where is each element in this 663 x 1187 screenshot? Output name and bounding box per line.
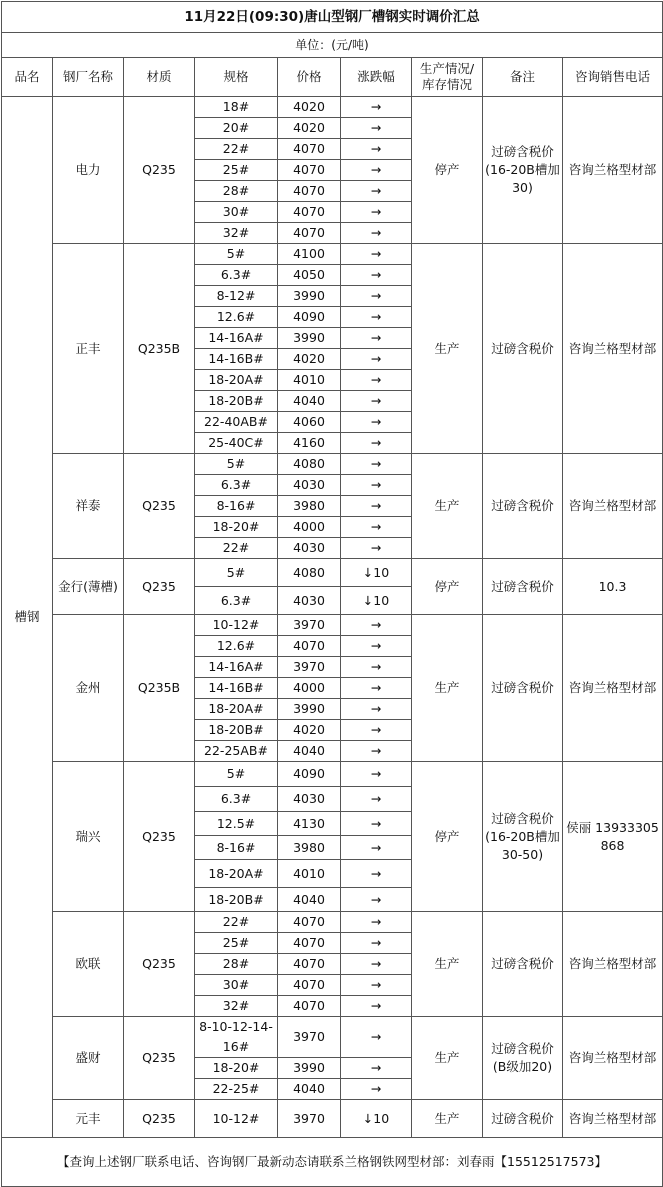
status-cell: 生产 — [412, 1100, 483, 1138]
price-cell: 4070 — [278, 202, 341, 223]
status-cell: 停产 — [412, 559, 483, 615]
spec-cell: 6.3# — [195, 787, 278, 812]
change-cell: → — [341, 538, 412, 559]
spec-cell: 25-40C# — [195, 433, 278, 454]
price-cell: 3970 — [278, 615, 341, 636]
change-cell: → — [341, 412, 412, 433]
spec-cell: 12.6# — [195, 636, 278, 657]
change-cell: → — [341, 720, 412, 741]
mill-cell: 瑞兴 — [53, 762, 124, 912]
spec-cell: 18-20B# — [195, 720, 278, 741]
product-cell: 槽钢 — [2, 97, 53, 1138]
change-cell: → — [341, 160, 412, 181]
price-cell: 4070 — [278, 912, 341, 933]
material-cell: Q235 — [124, 762, 195, 912]
spec-cell: 14-16A# — [195, 657, 278, 678]
price-cell: 4000 — [278, 517, 341, 538]
note-cell: 过磅含税价 — [483, 615, 563, 762]
spec-cell: 12.6# — [195, 307, 278, 328]
change-cell: → — [341, 286, 412, 307]
spec-cell: 32# — [195, 996, 278, 1017]
change-cell: → — [341, 954, 412, 975]
mill-cell: 盛财 — [53, 1017, 124, 1100]
contact-cell: 咨询兰格型材部 — [563, 244, 663, 454]
change-cell: → — [341, 1079, 412, 1100]
change-cell: → — [341, 391, 412, 412]
table-row — [2, 97, 663, 118]
price-cell: 4070 — [278, 933, 341, 954]
table-row — [2, 454, 663, 475]
contact-cell: 侯丽 13933305868 — [563, 762, 663, 912]
spec-cell: 5# — [195, 559, 278, 587]
price-cell: 4040 — [278, 741, 341, 762]
spec-cell: 10-12# — [195, 615, 278, 636]
spec-cell: 12.5# — [195, 812, 278, 836]
change-cell: → — [341, 996, 412, 1017]
change-cell: → — [341, 370, 412, 391]
spec-cell: 8-12# — [195, 286, 278, 307]
note-cell: 过磅含税价(16-20B槽加30) — [483, 97, 563, 244]
spec-cell: 5# — [195, 762, 278, 787]
table-row — [2, 559, 663, 587]
spec-cell: 25# — [195, 160, 278, 181]
price-cell: 4100 — [278, 244, 341, 265]
footer-note: 【查询上述钢厂联系电话、咨询钢厂最新动态请联系兰格钢铁网型材部：刘春雨【15512517573】 — [2, 1138, 663, 1187]
price-cell: 3970 — [278, 1017, 341, 1058]
price-cell: 4020 — [278, 720, 341, 741]
note-cell: 过磅含税价(B级加20) — [483, 1017, 563, 1100]
change-cell: → — [341, 202, 412, 223]
price-cell: 4060 — [278, 412, 341, 433]
spec-cell: 30# — [195, 202, 278, 223]
material-cell: Q235 — [124, 912, 195, 1017]
spec-cell: 14-16B# — [195, 349, 278, 370]
spec-cell: 20# — [195, 118, 278, 139]
price-cell: 4070 — [278, 996, 341, 1017]
spec-cell: 22# — [195, 139, 278, 160]
change-cell: → — [341, 475, 412, 496]
header-material: 材质 — [124, 58, 195, 97]
status-cell: 停产 — [412, 97, 483, 244]
spec-cell: 10-12# — [195, 1100, 278, 1138]
mill-cell: 欧联 — [53, 912, 124, 1017]
status-cell: 生产 — [412, 244, 483, 454]
change-cell: → — [341, 307, 412, 328]
spec-cell: 18-20B# — [195, 888, 278, 912]
change-cell: → — [341, 888, 412, 912]
note-cell: 过磅含税价 — [483, 244, 563, 454]
change-cell: → — [341, 118, 412, 139]
header-price: 价格 — [278, 58, 341, 97]
price-table — [1, 1, 663, 1187]
price-cell: 4040 — [278, 888, 341, 912]
spec-cell: 22-40AB# — [195, 412, 278, 433]
unit-label: 单位：(元/吨) — [2, 33, 663, 58]
header-contact: 咨询销售电话 — [563, 58, 663, 97]
spec-cell: 6.3# — [195, 265, 278, 286]
table-row — [2, 1100, 663, 1138]
price-cell: 4070 — [278, 223, 341, 244]
spec-cell: 8-10-12-14-16# — [195, 1017, 278, 1058]
table-row — [2, 762, 663, 787]
spec-cell: 22-25# — [195, 1079, 278, 1100]
material-cell: Q235B — [124, 615, 195, 762]
change-cell: → — [341, 454, 412, 475]
spec-cell: 32# — [195, 223, 278, 244]
change-cell: → — [341, 657, 412, 678]
spec-cell: 6.3# — [195, 475, 278, 496]
price-cell: 4080 — [278, 454, 341, 475]
price-cell: 4030 — [278, 538, 341, 559]
price-cell: 4070 — [278, 954, 341, 975]
change-cell: → — [341, 741, 412, 762]
price-cell: 4070 — [278, 975, 341, 996]
spec-cell: 18-20A# — [195, 860, 278, 888]
spec-cell: 28# — [195, 954, 278, 975]
price-cell: 4020 — [278, 118, 341, 139]
change-cell: ↓10 — [341, 559, 412, 587]
price-cell: 3990 — [278, 699, 341, 720]
contact-cell: 咨询兰格型材部 — [563, 615, 663, 762]
contact-cell: 10.3 — [563, 559, 663, 615]
contact-cell: 咨询兰格型材部 — [563, 97, 663, 244]
price-cell: 4050 — [278, 265, 341, 286]
spec-cell: 6.3# — [195, 587, 278, 615]
spec-cell: 14-16A# — [195, 328, 278, 349]
contact-cell: 咨询兰格型材部 — [563, 454, 663, 559]
price-cell: 4010 — [278, 370, 341, 391]
spec-cell: 30# — [195, 975, 278, 996]
contact-cell: 咨询兰格型材部 — [563, 1100, 663, 1138]
spec-cell: 22# — [195, 538, 278, 559]
price-cell: 4030 — [278, 475, 341, 496]
status-cell: 停产 — [412, 762, 483, 912]
price-cell: 4070 — [278, 181, 341, 202]
price-cell: 3970 — [278, 1100, 341, 1138]
price-cell: 4040 — [278, 1079, 341, 1100]
mill-cell: 电力 — [53, 97, 124, 244]
status-cell: 生产 — [412, 615, 483, 762]
change-cell: ↓10 — [341, 587, 412, 615]
change-cell: → — [341, 433, 412, 454]
spec-cell: 18-20# — [195, 517, 278, 538]
change-cell: → — [341, 860, 412, 888]
mill-cell: 祥泰 — [53, 454, 124, 559]
change-cell: → — [341, 699, 412, 720]
price-cell: 4040 — [278, 391, 341, 412]
spec-cell: 8-16# — [195, 496, 278, 517]
material-cell: Q235 — [124, 454, 195, 559]
spec-cell: 5# — [195, 244, 278, 265]
mill-cell: 元丰 — [53, 1100, 124, 1138]
header-spec: 规格 — [195, 58, 278, 97]
spec-cell: 28# — [195, 181, 278, 202]
mill-cell: 正丰 — [53, 244, 124, 454]
status-cell: 生产 — [412, 912, 483, 1017]
table-row — [2, 615, 663, 636]
price-cell: 4090 — [278, 762, 341, 787]
change-cell: → — [341, 636, 412, 657]
price-cell: 4030 — [278, 587, 341, 615]
note-cell: 过磅含税价 — [483, 559, 563, 615]
spec-cell: 22# — [195, 912, 278, 933]
header-change: 涨跌幅 — [341, 58, 412, 97]
spec-cell: 8-16# — [195, 836, 278, 860]
price-cell: 3980 — [278, 836, 341, 860]
table-row — [2, 244, 663, 265]
change-cell: → — [341, 496, 412, 517]
price-cell: 4130 — [278, 812, 341, 836]
change-cell: → — [341, 1017, 412, 1058]
note-cell: 过磅含税价 — [483, 912, 563, 1017]
spec-cell: 22-25AB# — [195, 741, 278, 762]
price-cell: 3970 — [278, 657, 341, 678]
price-cell: 4010 — [278, 860, 341, 888]
change-cell: → — [341, 836, 412, 860]
change-cell: → — [341, 812, 412, 836]
change-cell: ↓10 — [341, 1100, 412, 1138]
header-mill: 钢厂名称 — [53, 58, 124, 97]
material-cell: Q235 — [124, 1017, 195, 1100]
spec-cell: 18-20A# — [195, 699, 278, 720]
change-cell: → — [341, 787, 412, 812]
header-row — [2, 58, 663, 97]
contact-cell: 咨询兰格型材部 — [563, 1017, 663, 1100]
material-cell: Q235 — [124, 559, 195, 615]
change-cell: → — [341, 328, 412, 349]
change-cell: → — [341, 265, 412, 286]
change-cell: → — [341, 517, 412, 538]
price-cell: 3980 — [278, 496, 341, 517]
page-title: 11月22日(09:30)唐山型钢厂槽钢实时调价汇总 — [2, 2, 663, 33]
table-row — [2, 912, 663, 933]
change-cell: → — [341, 244, 412, 265]
change-cell: → — [341, 678, 412, 699]
note-cell: 过磅含税价 — [483, 454, 563, 559]
change-cell: → — [341, 975, 412, 996]
price-cell: 3990 — [278, 1058, 341, 1079]
status-cell: 生产 — [412, 1017, 483, 1100]
change-cell: → — [341, 181, 412, 202]
change-cell: → — [341, 762, 412, 787]
price-cell: 4020 — [278, 349, 341, 370]
price-cell: 4080 — [278, 559, 341, 587]
spec-cell: 18-20B# — [195, 391, 278, 412]
price-cell: 3990 — [278, 328, 341, 349]
table-row — [2, 1017, 663, 1058]
spec-cell: 18# — [195, 97, 278, 118]
change-cell: → — [341, 933, 412, 954]
spec-cell: 25# — [195, 933, 278, 954]
contact-cell: 咨询兰格型材部 — [563, 912, 663, 1017]
change-cell: → — [341, 223, 412, 244]
note-cell: 过磅含税价(16-20B槽加30-50) — [483, 762, 563, 912]
price-cell: 4090 — [278, 307, 341, 328]
change-cell: → — [341, 912, 412, 933]
spec-cell: 18-20A# — [195, 370, 278, 391]
change-cell: → — [341, 349, 412, 370]
spec-cell: 5# — [195, 454, 278, 475]
status-cell: 生产 — [412, 454, 483, 559]
price-cell: 4070 — [278, 139, 341, 160]
material-cell: Q235B — [124, 244, 195, 454]
price-cell: 4160 — [278, 433, 341, 454]
price-cell: 4070 — [278, 636, 341, 657]
spec-cell: 18-20# — [195, 1058, 278, 1079]
change-cell: → — [341, 97, 412, 118]
material-cell: Q235 — [124, 1100, 195, 1138]
mill-cell: 金州 — [53, 615, 124, 762]
header-note: 备注 — [483, 58, 563, 97]
price-cell: 3990 — [278, 286, 341, 307]
change-cell: → — [341, 615, 412, 636]
spec-cell: 14-16B# — [195, 678, 278, 699]
change-cell: → — [341, 139, 412, 160]
mill-cell: 金行(薄槽) — [53, 559, 124, 615]
note-cell: 过磅含税价 — [483, 1100, 563, 1138]
price-cell: 4020 — [278, 97, 341, 118]
material-cell: Q235 — [124, 97, 195, 244]
price-cell: 4070 — [278, 160, 341, 181]
price-cell: 4030 — [278, 787, 341, 812]
header-status: 生产情况/库存情况 — [412, 58, 483, 97]
price-cell: 4000 — [278, 678, 341, 699]
change-cell: → — [341, 1058, 412, 1079]
header-product: 品名 — [2, 58, 53, 97]
